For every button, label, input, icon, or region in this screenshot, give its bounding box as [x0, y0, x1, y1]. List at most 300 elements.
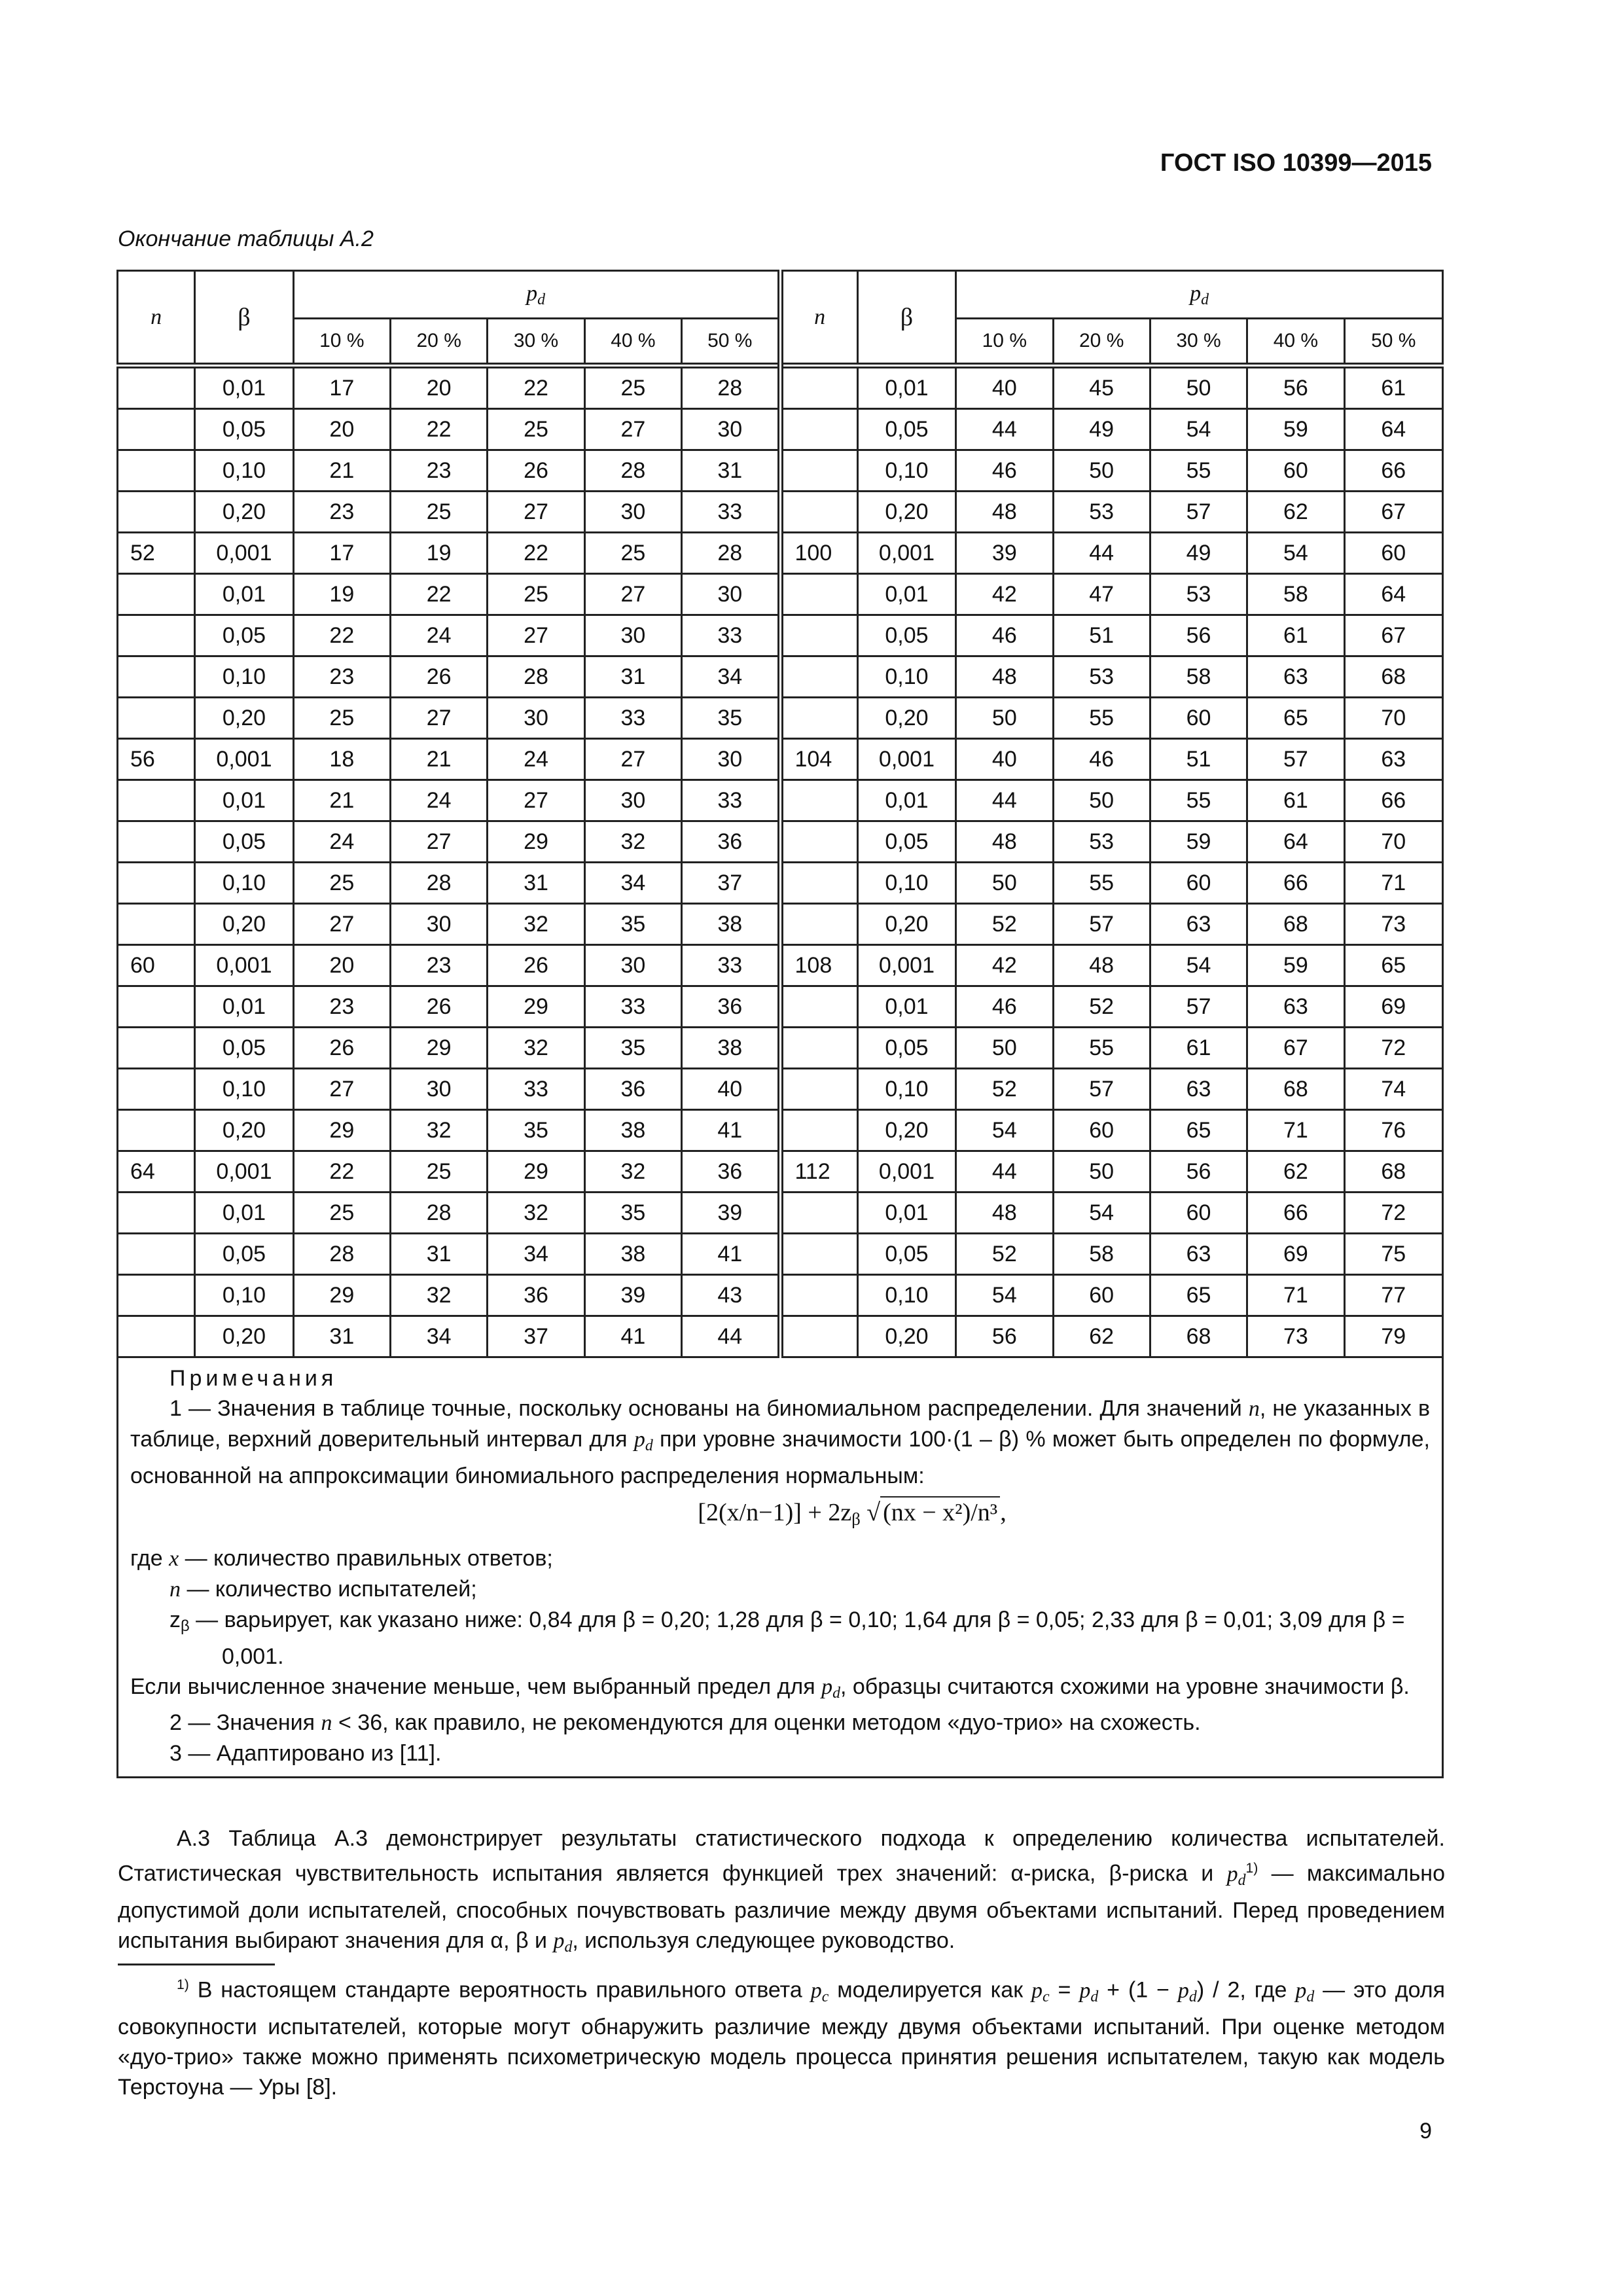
- cell-value: 17: [293, 533, 390, 574]
- cell-beta: 0,10: [195, 656, 293, 698]
- cell-n: [780, 1028, 857, 1069]
- cell-value: 27: [584, 409, 681, 450]
- cell-beta: 0,05: [857, 1234, 955, 1275]
- cell-value: 27: [584, 574, 681, 615]
- cell-beta: 0,001: [857, 1151, 955, 1193]
- cell-value: 22: [488, 366, 584, 409]
- cell-value: 32: [584, 1151, 681, 1193]
- pd-base: p: [633, 1427, 645, 1452]
- table-row: [118, 450, 1443, 492]
- table-row: [118, 1316, 1443, 1357]
- cell-value: 21: [293, 780, 390, 821]
- cell-value: 67: [1247, 1028, 1344, 1069]
- cell-beta: 0,01: [857, 986, 955, 1028]
- cell-value: 26: [391, 986, 488, 1028]
- header-pd-left: [293, 271, 780, 319]
- cell-value: 25: [391, 1151, 488, 1193]
- page-number: 9: [1419, 2119, 1432, 2144]
- cell-value: 54: [956, 1275, 1053, 1316]
- cell-value: 30: [584, 492, 681, 533]
- where-text: — количество правильных ответов;: [179, 1545, 553, 1571]
- cell-value: 28: [584, 450, 681, 492]
- cell-value: 46: [956, 450, 1053, 492]
- note-text: при уровне значимости 100·(1 – β) % может быть определен по формуле, основанной на аппроксимации биномиального распределения нормальным:: [130, 1427, 1430, 1488]
- cell-value: 61: [1344, 366, 1442, 409]
- cell-n: [118, 450, 195, 492]
- where-z: [130, 1605, 1430, 1672]
- cell-value: 68: [1344, 1151, 1442, 1193]
- where-text: — количество испытателей;: [181, 1576, 477, 1602]
- cell-beta: 0,05: [195, 615, 293, 656]
- formula-end: ,: [1000, 1498, 1007, 1526]
- pd-symbol: [1190, 281, 1209, 306]
- cell-value: 67: [1344, 615, 1442, 656]
- note-3: 3 — Адаптировано из [11].: [169, 1741, 442, 1767]
- cell-beta: 0,01: [857, 366, 955, 409]
- cell-value: 31: [682, 450, 780, 492]
- table-caption: Окончание таблицы А.2: [118, 226, 374, 251]
- cell-beta: 0,05: [195, 1234, 293, 1275]
- cell-n: [780, 574, 857, 615]
- cell-value: 55: [1053, 1028, 1150, 1069]
- table-row: [118, 574, 1443, 615]
- cell-beta: 0,20: [195, 698, 293, 739]
- cell-beta: 0,10: [195, 1275, 293, 1316]
- cell-value: 60: [1150, 1193, 1247, 1234]
- cell-value: 70: [1344, 698, 1442, 739]
- paragraph-a3: [118, 1823, 1445, 1962]
- cell-value: 44: [956, 409, 1053, 450]
- cell-n: [118, 1110, 195, 1151]
- cell-value: 55: [1150, 450, 1247, 492]
- cell-value: 36: [682, 986, 780, 1028]
- cell-value: 44: [956, 1151, 1053, 1193]
- cell-value: 38: [682, 904, 780, 945]
- pd-symbol: [1079, 1979, 1098, 2003]
- cell-value: 58: [1053, 1234, 1150, 1275]
- var-z: z: [169, 1607, 181, 1632]
- note-text: Если вычисленное значение меньше, чем выбранный предел для: [130, 1674, 822, 1699]
- cell-n: [118, 492, 195, 533]
- cell-value: 79: [1344, 1316, 1442, 1357]
- cell-value: 32: [488, 904, 584, 945]
- cell-value: 53: [1150, 574, 1247, 615]
- cell-beta: 0,20: [857, 492, 955, 533]
- cell-value: 27: [391, 821, 488, 863]
- cell-value: 35: [682, 698, 780, 739]
- pd-base: p: [553, 1928, 565, 1953]
- table-row: [118, 492, 1443, 533]
- cell-value: 60: [1344, 533, 1442, 574]
- cell-value: 60: [1150, 698, 1247, 739]
- cell-value: 40: [956, 739, 1053, 780]
- cell-value: 24: [488, 739, 584, 780]
- table-row: [118, 739, 1443, 780]
- cell-beta: 0,05: [857, 821, 955, 863]
- table-row: [118, 863, 1443, 904]
- cell-beta: 0,01: [857, 1193, 955, 1234]
- cell-value: 33: [682, 945, 780, 986]
- pd-base: p: [526, 281, 538, 306]
- pd-sub: d: [1238, 1871, 1246, 1889]
- cell-value: 29: [391, 1028, 488, 1069]
- table-row: [118, 1275, 1443, 1316]
- cell-value: 30: [682, 409, 780, 450]
- note-text: < 36, как правило, не рекомендуются для оценки методом «дуо-трио» на схожесть.: [332, 1710, 1201, 1736]
- cell-value: 27: [488, 492, 584, 533]
- cell-value: 44: [956, 780, 1053, 821]
- cell-value: 27: [293, 904, 390, 945]
- cell-n: [780, 656, 857, 698]
- pc-sub: c: [1043, 1988, 1050, 2005]
- cell-value: 71: [1247, 1275, 1344, 1316]
- cell-value: 25: [584, 533, 681, 574]
- cell-beta: 0,01: [195, 986, 293, 1028]
- cell-value: 34: [488, 1234, 584, 1275]
- cell-value: 68: [1150, 1316, 1247, 1357]
- cell-value: 22: [293, 615, 390, 656]
- cell-value: 69: [1247, 1234, 1344, 1275]
- pd-symbol: [526, 281, 545, 306]
- cell-value: 48: [1053, 945, 1150, 986]
- cell-value: 70: [1344, 821, 1442, 863]
- table-notes: [118, 1357, 1443, 1778]
- cell-value: 25: [293, 698, 390, 739]
- cell-n: [118, 1275, 195, 1316]
- cell-beta: 0,10: [857, 656, 955, 698]
- pd-sub: d: [537, 291, 546, 308]
- cell-n: [118, 615, 195, 656]
- cell-value: 63: [1150, 1069, 1247, 1110]
- cell-value: 49: [1150, 533, 1247, 574]
- cell-value: 60: [1247, 450, 1344, 492]
- cell-beta: 0,10: [195, 863, 293, 904]
- cell-value: 58: [1247, 574, 1344, 615]
- pd-sub: d: [1188, 1988, 1197, 2005]
- pc-sub: c: [821, 1988, 829, 2005]
- cell-value: 66: [1344, 450, 1442, 492]
- cell-beta: 0,05: [857, 1028, 955, 1069]
- cell-value: 19: [293, 574, 390, 615]
- table-row: [118, 409, 1443, 450]
- cell-value: 31: [391, 1234, 488, 1275]
- cell-value: 42: [956, 945, 1053, 986]
- cell-value: 30: [682, 739, 780, 780]
- note-text: , образцы считаются схожими на уровне значимости β.: [840, 1674, 1410, 1699]
- cell-value: 51: [1150, 739, 1247, 780]
- cell-value: 45: [1053, 366, 1150, 409]
- cell-value: 65: [1344, 945, 1442, 986]
- cell-value: 67: [1344, 492, 1442, 533]
- header-pct: 40 %: [1247, 319, 1344, 366]
- cell-beta: 0,05: [857, 409, 955, 450]
- cell-value: 31: [584, 656, 681, 698]
- cell-value: 35: [584, 1193, 681, 1234]
- cell-value: 73: [1344, 904, 1442, 945]
- cell-value: 53: [1053, 656, 1150, 698]
- cell-value: 31: [293, 1316, 390, 1357]
- cell-value: 57: [1053, 1069, 1150, 1110]
- note-1: [130, 1393, 1430, 1491]
- para-text: А.3 Таблица А.3 демонстрирует результаты статистического подхода к определению количества испытателей. Статистическая чувствительность испытания является функцией трех значений: α-риска, β-риска и: [118, 1826, 1445, 1886]
- fn-text: моделируется как: [829, 1977, 1032, 2003]
- formula: [2(x/n−1)] + 2zβ √ (nx − x²)/n³ ,: [274, 1496, 1430, 1534]
- cell-value: 26: [391, 656, 488, 698]
- pc-base: p: [1031, 1978, 1043, 2003]
- cell-value: 47: [1053, 574, 1150, 615]
- cell-beta: 0,01: [857, 574, 955, 615]
- cell-value: 28: [293, 1234, 390, 1275]
- cell-beta: 0,20: [857, 1316, 955, 1357]
- cell-value: 43: [682, 1275, 780, 1316]
- cell-n: [118, 821, 195, 863]
- header-pct: 20 %: [391, 319, 488, 366]
- cell-value: 56: [1150, 1151, 1247, 1193]
- cell-n: [780, 450, 857, 492]
- cell-beta: 0,20: [857, 904, 955, 945]
- cell-beta: 0,10: [195, 1069, 293, 1110]
- cell-n: [780, 1234, 857, 1275]
- cell-value: 62: [1247, 492, 1344, 533]
- table-row: [118, 945, 1443, 986]
- cell-beta: 0,01: [857, 780, 955, 821]
- cell-beta: 0,001: [195, 945, 293, 986]
- pd-sub: d: [1306, 1988, 1315, 2005]
- cell-value: 60: [1150, 863, 1247, 904]
- cell-value: 22: [293, 1151, 390, 1193]
- cell-beta: 0,001: [857, 533, 955, 574]
- cell-n: [118, 863, 195, 904]
- table-row: [118, 698, 1443, 739]
- cell-value: 27: [488, 780, 584, 821]
- cell-n: [780, 409, 857, 450]
- cell-value: 33: [682, 492, 780, 533]
- cell-value: 33: [488, 1069, 584, 1110]
- pd-symbol: [1226, 1861, 1246, 1889]
- cell-value: 33: [682, 615, 780, 656]
- table-row: [118, 1234, 1443, 1275]
- cell-value: 65: [1150, 1275, 1247, 1316]
- cell-value: 32: [391, 1275, 488, 1316]
- cell-value: 33: [584, 698, 681, 739]
- cell-beta: 0,20: [195, 1316, 293, 1357]
- cell-value: 60: [1053, 1275, 1150, 1316]
- cell-beta: 0,001: [857, 945, 955, 986]
- cell-value: 32: [584, 821, 681, 863]
- cell-value: 23: [293, 656, 390, 698]
- pd-symbol: [553, 1928, 573, 1956]
- cell-value: 54: [1053, 1193, 1150, 1234]
- cell-beta: 0,01: [195, 1193, 293, 1234]
- header-pct: 30 %: [488, 319, 584, 366]
- cell-value: 53: [1053, 821, 1150, 863]
- pd-base: p: [1079, 1978, 1091, 2003]
- note-2: [130, 1708, 1430, 1738]
- var-n: n: [1248, 1397, 1260, 1421]
- pd-sub: d: [1090, 1988, 1099, 2005]
- cell-value: 32: [488, 1028, 584, 1069]
- cell-value: 31: [488, 863, 584, 904]
- cell-n: [780, 863, 857, 904]
- cell-beta: 0,20: [195, 492, 293, 533]
- cell-beta: 0,10: [195, 450, 293, 492]
- where-text: — варьирует, как указано ниже: 0,84 для β = 0,20; 1,28 для β = 0,10; 1,64 для β = 0,05; 2,33 для β = 0,01; 3,09 для β = 0,001.: [189, 1607, 1405, 1669]
- cell-value: 66: [1247, 1193, 1344, 1234]
- table-row: [118, 821, 1443, 863]
- cell-value: 65: [1150, 1110, 1247, 1151]
- cell-value: 54: [1150, 409, 1247, 450]
- cell-value: 28: [391, 1193, 488, 1234]
- cell-value: 26: [488, 945, 584, 986]
- cell-beta: 0,01: [195, 574, 293, 615]
- fn-text: — это доля совокупности испытателей, которые могут обнаружить различие между двумя объектами испытаний. При оценке методом «дуо-трио» также можно применять психометрическую модель процесса принятия решения испытателем, такую как модель Терстоуна — Уры [8].: [118, 1977, 1446, 2100]
- pc-base: p: [810, 1978, 822, 2003]
- cell-value: 21: [391, 739, 488, 780]
- cell-value: 29: [488, 821, 584, 863]
- cell-value: 30: [488, 698, 584, 739]
- cell-beta: 0,05: [857, 615, 955, 656]
- cell-beta: 0,001: [195, 1151, 293, 1193]
- cell-value: 74: [1344, 1069, 1442, 1110]
- formula-sqrt: (nx − x²)/n³: [880, 1496, 1000, 1528]
- pd-sub: d: [645, 1437, 653, 1454]
- pd-symbol: [634, 1427, 653, 1452]
- cell-value: 52: [956, 904, 1053, 945]
- cell-value: 33: [682, 780, 780, 821]
- cell-beta: 0,01: [195, 366, 293, 409]
- cell-n: 112: [780, 1151, 857, 1193]
- cell-value: 56: [956, 1316, 1053, 1357]
- header-beta-left: β: [195, 271, 293, 366]
- table-row: [118, 1028, 1443, 1069]
- cell-value: 64: [1247, 821, 1344, 863]
- cell-value: 60: [1053, 1110, 1150, 1151]
- cell-value: 66: [1344, 780, 1442, 821]
- cell-value: 24: [293, 821, 390, 863]
- cell-value: 55: [1150, 780, 1247, 821]
- cell-value: 28: [682, 366, 780, 409]
- cell-value: 25: [391, 492, 488, 533]
- pd-symbol: [1178, 1979, 1197, 2003]
- cell-value: 29: [293, 1110, 390, 1151]
- pd-sub: d: [832, 1684, 840, 1702]
- cell-beta: 0,20: [857, 1110, 955, 1151]
- cell-n: [118, 1193, 195, 1234]
- pd-sub: d: [564, 1938, 573, 1956]
- cell-value: 55: [1053, 698, 1150, 739]
- cell-value: 23: [293, 492, 390, 533]
- cell-value: 35: [488, 1110, 584, 1151]
- cell-n: [780, 492, 857, 533]
- table-row: [118, 1193, 1443, 1234]
- cell-value: 50: [956, 1028, 1053, 1069]
- header-pd-right: [956, 271, 1443, 319]
- cell-value: 41: [584, 1316, 681, 1357]
- cell-value: 77: [1344, 1275, 1442, 1316]
- cell-beta: 0,10: [857, 1275, 955, 1316]
- cell-value: 29: [488, 1151, 584, 1193]
- cell-value: 41: [682, 1110, 780, 1151]
- header-pct: 10 %: [956, 319, 1053, 366]
- footnote-mark: 1): [177, 1977, 189, 1992]
- cell-value: 68: [1344, 656, 1442, 698]
- cell-value: 17: [293, 366, 390, 409]
- cell-n: 108: [780, 945, 857, 986]
- cell-n: [780, 986, 857, 1028]
- cell-value: 52: [956, 1234, 1053, 1275]
- cell-value: 26: [293, 1028, 390, 1069]
- cell-value: 56: [1247, 366, 1344, 409]
- cell-value: 50: [1053, 450, 1150, 492]
- pd-base: p: [1295, 1978, 1307, 2003]
- cell-n: 64: [118, 1151, 195, 1193]
- cell-value: 63: [1344, 739, 1442, 780]
- cell-value: 36: [682, 821, 780, 863]
- cell-value: 50: [1150, 366, 1247, 409]
- cell-value: 40: [682, 1069, 780, 1110]
- header-pct: 50 %: [1344, 319, 1442, 366]
- cell-value: 35: [584, 1028, 681, 1069]
- var-x: x: [169, 1546, 179, 1571]
- header-pct: 20 %: [1053, 319, 1150, 366]
- cell-value: 35: [584, 904, 681, 945]
- cell-n: [118, 409, 195, 450]
- cell-value: 39: [956, 533, 1053, 574]
- cell-value: 54: [956, 1110, 1053, 1151]
- fn-text: + (1 −: [1098, 1977, 1178, 2003]
- header-pct: 50 %: [682, 319, 780, 366]
- var-z-sub: β: [181, 1617, 190, 1635]
- cell-value: 23: [293, 986, 390, 1028]
- cell-value: 50: [1053, 1151, 1150, 1193]
- cell-value: 23: [391, 450, 488, 492]
- cell-value: 64: [1344, 409, 1442, 450]
- data-table: [116, 270, 1444, 1778]
- cell-value: 28: [391, 863, 488, 904]
- cell-value: 32: [488, 1193, 584, 1234]
- para-text: , используя следующее руководство.: [572, 1928, 955, 1953]
- footnote-rule: [118, 1964, 275, 1965]
- formula-beta: β: [851, 1509, 861, 1529]
- cell-value: 57: [1150, 492, 1247, 533]
- cell-value: 52: [1053, 986, 1150, 1028]
- cell-value: 65: [1247, 698, 1344, 739]
- fn-text: В настоящем стандарте вероятность правильного ответа: [188, 1977, 811, 2003]
- cell-value: 46: [956, 615, 1053, 656]
- table-a2-end: [116, 270, 1444, 1778]
- cell-value: 20: [293, 945, 390, 986]
- cell-value: 68: [1247, 904, 1344, 945]
- cell-value: 25: [488, 574, 584, 615]
- cell-value: 25: [293, 1193, 390, 1234]
- pd-sub: d: [1201, 291, 1209, 308]
- cell-value: 37: [682, 863, 780, 904]
- if-clause: [130, 1672, 1430, 1708]
- cell-value: 61: [1247, 615, 1344, 656]
- cell-value: 57: [1150, 986, 1247, 1028]
- cell-value: 30: [584, 615, 681, 656]
- cell-value: 54: [1150, 945, 1247, 986]
- cell-n: [118, 574, 195, 615]
- cell-n: [780, 698, 857, 739]
- cell-value: 63: [1150, 1234, 1247, 1275]
- cell-beta: 0,001: [857, 739, 955, 780]
- cell-value: 27: [488, 615, 584, 656]
- cell-beta: 0,10: [857, 450, 955, 492]
- cell-value: 36: [682, 1151, 780, 1193]
- cell-value: 22: [488, 533, 584, 574]
- cell-value: 53: [1053, 492, 1150, 533]
